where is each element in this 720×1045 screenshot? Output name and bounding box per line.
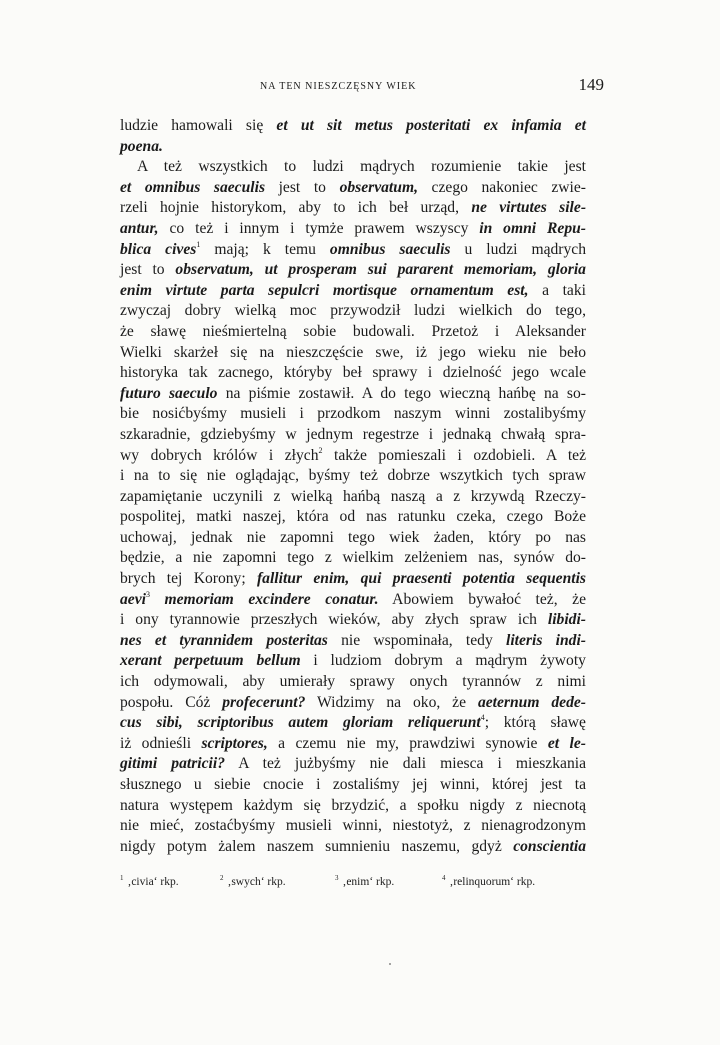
footnote-ref: 2 <box>318 445 323 455</box>
text-run: bie nosićbyśmy musieli i przodkom naszym winni zostalibyśmy <box>120 405 586 423</box>
text-run: zapamiętanie uczynili z wielką hańbą naszą a z krzywdą Rzeczy- <box>120 487 586 505</box>
text-run: nigdy potym żalem naszem sumnieniu naszemu, gdyż <box>120 837 514 855</box>
text-line <box>120 651 586 672</box>
footnote-mark: 2 <box>220 874 224 882</box>
text-run: pospolitej, matki naszej, która od nas ratunku czeka, czego Boże <box>120 508 586 526</box>
text-run: słusznego u siebie cnocie i zostaliśmy jej winni, której jest ta <box>120 776 586 793</box>
text-run: A też jużbyśmy nie dali miesca i mieszkania <box>225 755 586 773</box>
latin-phrase: conscientia <box>513 837 586 855</box>
body-text <box>120 116 586 857</box>
text-run: i ludziom dobrym a mądrym żywoty <box>300 652 586 670</box>
text-run: pospołu. Cóż <box>120 693 223 711</box>
text-line <box>120 404 586 425</box>
text-run: na piśmie zostawił. A do tego wieczną hańbę na so- <box>217 384 586 402</box>
text-run: także pomieszali i ozdobieli. A też <box>322 446 587 464</box>
text-run: wy dobrych królów i złych <box>120 446 319 464</box>
footnote <box>335 876 394 888</box>
text-run: uchowaj, jednak nie zapomni tego wiek żaden, który po nas <box>120 528 586 546</box>
text-line <box>120 157 586 178</box>
text-run: nie mieć, zostaćbyśmy musieli winni, niestotyż, z nienagrodzonym <box>120 817 586 835</box>
text-run: Wielki skarżeł się na nieszczęście swe, iż jego wieku nie beło <box>120 343 586 361</box>
text-line <box>120 281 586 302</box>
text-line <box>120 631 586 652</box>
footnote-text: ‚civia‘ rkp. <box>127 876 179 888</box>
text-line <box>120 569 586 590</box>
footnote-mark: 3 <box>335 874 339 882</box>
text-run: a taki <box>528 281 586 299</box>
latin-phrase: fallitur enim, qui praesenti potentia sequentis <box>256 570 586 588</box>
text-run: i na to się nie oglądając, byśmy też dobrze wszytkich tych spraw <box>120 467 586 485</box>
footnote-text: ‚swych‘ rkp. <box>227 876 286 888</box>
text-line <box>120 548 586 569</box>
text-line <box>120 363 586 384</box>
text-run: będzie, a nie zapomni tego z wielkim zelżeniem nas, synów do- <box>120 549 586 567</box>
text-run: jest to <box>120 261 176 279</box>
text-run: i ony tyrannowie przeszłych wieków, aby złych spraw ich <box>120 611 548 629</box>
text-line <box>120 590 586 611</box>
latin-phrase: futuro saeculo <box>120 384 218 402</box>
footnote-mark: 4 <box>442 874 446 882</box>
latin-phrase: profecerunt? <box>222 693 306 711</box>
text-line <box>120 610 586 631</box>
latin-phrase: omnibus saeculis <box>329 240 451 258</box>
footnote-text: ‚relinquorum‘ rkp. <box>449 876 536 888</box>
footnote-mark: 1 <box>120 874 124 882</box>
text-line <box>120 816 586 837</box>
text-line <box>120 754 586 775</box>
latin-phrase: poena. <box>120 137 163 155</box>
text-run: historyka tak zacnego, któryby beł sprawy i dzielność jego wcale <box>120 364 586 382</box>
text-line <box>120 466 586 487</box>
latin-phrase: scriptores, <box>201 734 268 752</box>
latin-phrase: nes et tyrannidem posteritas <box>120 631 328 649</box>
footnote <box>120 876 179 888</box>
text-run: szkaradnie, gdziebyśmy w jednym regestrze i jednaką chwałą spra- <box>120 425 586 443</box>
text-line <box>120 693 586 714</box>
text-run: rzeli hojnie historykom, aby to ich beł urząd, <box>120 199 472 217</box>
text-line <box>120 116 586 137</box>
footnote-text: ‚enim‘ rkp. <box>342 876 395 888</box>
text-run: u ludzi mądrych <box>450 240 586 258</box>
text-line <box>120 343 586 364</box>
text-run: ; którą sławę <box>484 714 586 732</box>
text-line <box>120 507 586 528</box>
text-line <box>120 734 586 755</box>
text-line <box>120 446 586 467</box>
latin-phrase: et omnibus saeculis <box>120 178 266 196</box>
latin-phrase: blica cives <box>120 240 197 258</box>
text-line <box>120 198 586 219</box>
footnote-ref: 4 <box>480 713 485 723</box>
text-run: iż odnieśli <box>120 734 202 752</box>
text-run: Widzimy na oko, że <box>305 693 478 711</box>
latin-phrase: aeternum dede- <box>477 693 586 711</box>
text-run: ich odymowali, aby umierały sprawy onych tyrannów z nimi <box>120 673 586 691</box>
footnote-ref: 3 <box>145 589 150 599</box>
latin-phrase: ne virtutes sile- <box>471 199 587 217</box>
text-line <box>120 487 586 508</box>
text-run: czego nakoniec zwie- <box>417 178 586 196</box>
text-run: że sławę nieśmiertelną sobie budowali. Przetoż i Aleksander <box>120 322 586 340</box>
text-line <box>120 322 586 343</box>
text-run: jest to <box>265 178 340 196</box>
latin-phrase: aevi <box>120 590 146 608</box>
latin-phrase: in omni Repu- <box>479 219 587 237</box>
page-number: 149 <box>578 75 604 94</box>
text-run: A też wszystkich to ludzi mądrych rozumienie takie jest <box>137 158 586 176</box>
text-line <box>120 137 586 158</box>
text-line <box>120 219 586 240</box>
latin-phrase: gitimi patricii? <box>120 755 226 773</box>
text-line <box>120 528 586 549</box>
text-run: natura występem każdym się brzydzić, a społku nigdy z niecnotą <box>120 796 586 814</box>
text-line <box>120 425 586 446</box>
text-run: nie wspominała, tedy <box>327 631 507 649</box>
latin-phrase: cus sibi, scriptoribus autem gloriam reliquerunt <box>120 714 481 732</box>
latin-phrase: observatum, <box>339 178 418 196</box>
text-line <box>120 713 586 734</box>
footnote <box>442 876 535 888</box>
latin-phrase: libidi- <box>547 611 586 629</box>
text-run: co też i innym i tymże prawem wszyscy <box>158 219 480 237</box>
text-line <box>120 672 586 693</box>
latin-phrase: antur, <box>120 219 159 237</box>
latin-phrase: observatum, ut prosperam sui pararent memoriam, gloria <box>175 261 586 279</box>
latin-phrase: xerant perpetuum bellum <box>120 652 301 670</box>
text-line <box>120 837 586 858</box>
text-run: Abowiem bywałoć też, że <box>378 590 586 608</box>
text-run: a czemu nie my, prawdziwi synowie <box>267 734 548 752</box>
latin-phrase: et le- <box>547 734 586 752</box>
text-run: ludzie hamowali się <box>120 117 277 134</box>
text-line <box>120 178 586 199</box>
latin-phrase: enim virtute parta sepulcri mortisque ornamentum est, <box>120 281 529 299</box>
scan-speck <box>389 963 391 965</box>
text-line <box>120 240 586 261</box>
footnote-ref: 1 <box>196 239 201 249</box>
text-line <box>120 301 586 322</box>
text-run: brych tej Korony; <box>120 570 257 588</box>
text-line <box>120 260 586 281</box>
text-line <box>120 384 586 405</box>
text-run: mają; k temu <box>200 240 330 258</box>
running-title: NA TEN NIESZCZĘSNY WIEK <box>260 81 417 92</box>
text-line <box>120 796 586 817</box>
text-run: zwyczaj dobry wielką moc przywodził ludzi wielkich do tego, <box>120 302 586 320</box>
latin-phrase: literis indi- <box>506 631 586 649</box>
text-line <box>120 775 586 796</box>
latin-phrase: memoriam excindere conatur. <box>149 590 379 608</box>
footnote <box>220 876 286 888</box>
latin-phrase: et ut sit metus posteritati ex infamia et <box>276 117 586 134</box>
